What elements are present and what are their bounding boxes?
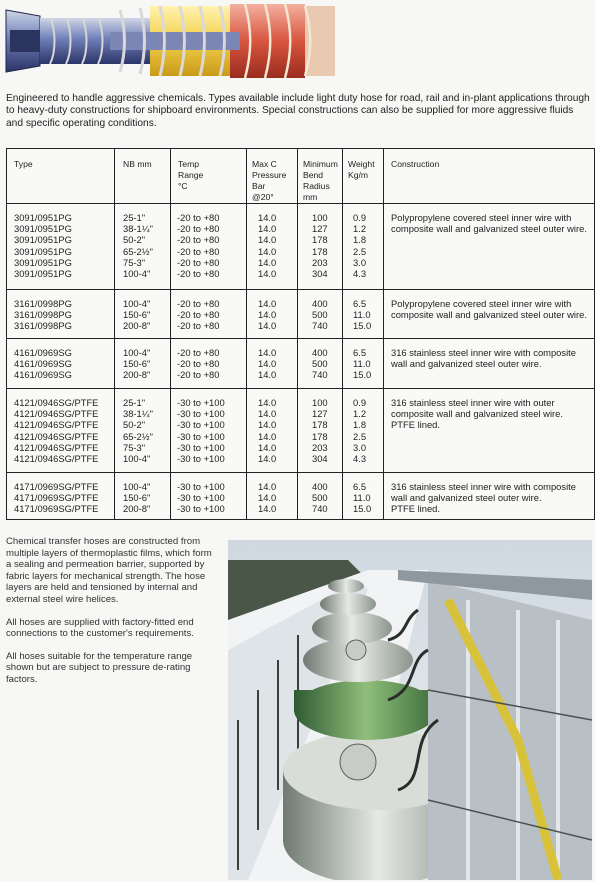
radius-cell: 400 500 740 xyxy=(312,347,328,381)
weight-cell: 0.9 1.2 1.8 2.5 3.0 4.3 xyxy=(353,212,367,280)
weight-cell: 6.5 11.0 15.0 xyxy=(353,481,372,515)
weight-cell: 6.5 11.0 15.0 xyxy=(353,298,372,332)
construction-cell: Polypropylene covered steel inner wire with composite wall and galvanized steel outer wire. xyxy=(391,212,587,235)
header-min-bend-radius: Minimum Bend Radius mm xyxy=(303,159,338,202)
header-construction: Construction xyxy=(391,159,440,169)
note-paragraph: All hoses suitable for the temperature range shown but are subject to pressure de-rating factors. xyxy=(6,650,193,685)
pressure-cell: 14.0 14.0 14.0 xyxy=(258,298,277,332)
construction-cell: Polypropylene covered steel inner wire with composite wall and galvanized steel outer wire. xyxy=(391,298,587,321)
type-cell: 4121/0946SG/PTFE 4121/0946SG/PTFE 4121/0946SG/PTFE 4121/0946SG/PTFE 4121/0946SG/PTFE 4121/0946SG/PTFE xyxy=(14,397,99,465)
radius-cell: 100 127 178 178 203 304 xyxy=(312,397,328,465)
pressure-cell: 14.0 14.0 14.0 14.0 14.0 14.0 xyxy=(258,212,277,280)
header-temp-range: Temp Range °C xyxy=(178,159,204,191)
intro-paragraph: Engineered to handle aggressive chemicals. Types available include light duty hose for road, rail and in-plant applications through to heavy-duty constructions for shipboard environments. Special constructions can also be supplied for more aggressive fluids and specific operating conditions. xyxy=(6,93,590,129)
radius-cell: 100 127 178 178 203 304 xyxy=(312,212,328,280)
table-row-group-3091 xyxy=(7,203,594,290)
pressure-cell: 14.0 14.0 14.0 14.0 14.0 14.0 xyxy=(258,397,277,465)
header-weight: Weight Kg/m xyxy=(348,159,375,180)
nb-cell: 100-4" 150-6" 200-8" xyxy=(123,481,151,515)
table-row-group-3161 xyxy=(7,289,594,339)
header-max-pressure: Max C Pressure Bar @20° xyxy=(252,159,287,202)
notes-section xyxy=(6,536,218,697)
temp-cell: -30 to +100 -30 to +100 -30 to +100 -30 to +100 -30 to +100 -30 to +100 xyxy=(177,397,225,465)
temp-cell: -20 to +80 -20 to +80 -20 to +80 xyxy=(177,298,220,332)
rail-tank-cars-photo xyxy=(228,540,592,880)
hose-specification-table xyxy=(6,148,595,520)
pressure-cell: 14.0 14.0 14.0 xyxy=(258,481,277,515)
pressure-cell: 14.0 14.0 14.0 xyxy=(258,347,277,381)
temp-cell: -30 to +100 -30 to +100 -30 to +100 xyxy=(177,481,225,515)
radius-cell: 400 500 740 xyxy=(312,298,328,332)
type-cell: 4161/0969SG 4161/0969SG 4161/0969SG xyxy=(14,347,72,381)
note-paragraph: Chemical transfer hoses are constructed from multiple layers of thermoplastic films, which form a sealing and permeation barrier, supported by fabric layers for mechanical strength. The hose layers are held and tensioned by internal and external steel wire helices. xyxy=(6,536,212,605)
table-row-group-4121 xyxy=(7,388,594,473)
nb-cell: 25-1" 38-1¼" 50-2" 65-2½" 75-3" 100-4" xyxy=(123,397,153,465)
hose-cutaway-illustration xyxy=(0,0,340,82)
note-paragraph: All hoses are supplied with factory-fitted end connections to the customer's requirements. xyxy=(6,616,194,640)
nb-cell: 100-4" 150-6" 200-8" xyxy=(123,347,151,381)
header-type: Type xyxy=(14,159,33,169)
table-row-group-4171 xyxy=(7,472,594,518)
construction-cell: 316 stainless steel inner wire with composite wall and galvanized steel outer wire. xyxy=(391,347,576,370)
weight-cell: 0.9 1.2 1.8 2.5 3.0 4.3 xyxy=(353,397,367,465)
construction-cell: 316 stainless steel inner wire with outer composite wall and galvanized steel wire. PTFE lined. xyxy=(391,397,563,431)
type-cell: 3161/0998PG 3161/0998PG 3161/0998PG xyxy=(14,298,72,332)
nb-cell: 25-1" 38-1¼" 50-2" 65-2½" 75-3" 100-4" xyxy=(123,212,153,280)
temp-cell: -20 to +80 -20 to +80 -20 to +80 -20 to +80 -20 to +80 -20 to +80 xyxy=(177,212,220,280)
header-nb: NB mm xyxy=(123,159,152,169)
type-cell: 3091/0951PG 3091/0951PG 3091/0951PG 3091/0951PG 3091/0951PG 3091/0951PG xyxy=(14,212,72,280)
temp-cell: -20 to +80 -20 to +80 -20 to +80 xyxy=(177,347,220,381)
nb-cell: 100-4" 150-6" 200-8" xyxy=(123,298,151,332)
weight-cell: 6.5 11.0 15.0 xyxy=(353,347,372,381)
type-cell: 4171/0969SG/PTFE 4171/0969SG/PTFE 4171/0969SG/PTFE xyxy=(14,481,99,515)
construction-cell: 316 stainless steel inner wire with composite wall and galvanized steel outer wire. PTFE lined. xyxy=(391,481,576,515)
radius-cell: 400 500 740 xyxy=(312,481,328,515)
table-row-group-4161 xyxy=(7,338,594,389)
